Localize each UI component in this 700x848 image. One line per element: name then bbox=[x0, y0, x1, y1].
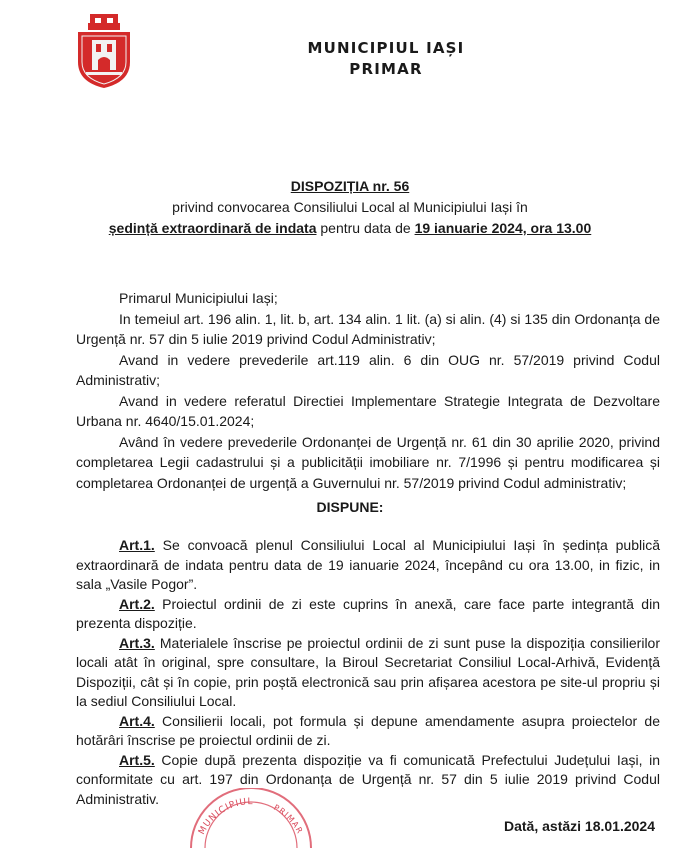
article-text: Consilierii locali, pot formula și depune amendamente asupra proiectelor de hotărâri înscrise pe proiectul ordinii de zi. bbox=[76, 712, 660, 748]
title-session-type: ședință extraordinară de indata bbox=[108, 220, 317, 236]
disposition-number: DISPOZIȚIA nr. 56 bbox=[290, 178, 410, 194]
article-label: Art.3. bbox=[119, 634, 155, 651]
title-session-date: 19 ianuarie 2024, ora 13.00 bbox=[414, 220, 592, 236]
dispune-heading: DISPUNE: bbox=[316, 499, 384, 515]
preamble-paragraph: Avand in vedere prevederile art.119 alin. 6 din OUG nr. 57/2019 privind Codul Administrativ; bbox=[76, 351, 660, 388]
title-session-connector: pentru data de bbox=[316, 220, 415, 236]
svg-text:PRIMAR: PRIMAR bbox=[272, 802, 305, 836]
preamble bbox=[76, 288, 660, 493]
article-4 bbox=[76, 712, 660, 751]
date-line: Dată, astăzi 18.01.2024 bbox=[504, 818, 655, 834]
article-label: Art.5. bbox=[119, 751, 155, 768]
preamble-paragraph: In temeiul art. 196 alin. 1, lit. b, art. 134 alin. 1 lit. (a) si alin. (4) si 135 din Ordonanța de Urgență nr. 57 din 5 iulie 2019 privind Codul Administrativ; bbox=[76, 310, 660, 347]
article-5 bbox=[76, 751, 660, 810]
article-text: Se convoacă plenul Consiliului Local al Municipiului Iași în ședința publică extraordinară de indata pentru data de 19 ianuarie 2024, începând cu ora 13.00, in fizic, in sala „Vasile Pogor”. bbox=[76, 537, 660, 592]
preamble-paragraph: Avand in vedere referatul Directiei Implementare Strategie Integrata de Dezvoltare Urbana nr. 4640/15.01.2024; bbox=[76, 392, 660, 429]
article-1 bbox=[76, 536, 660, 595]
document-title bbox=[0, 176, 700, 239]
article-label: Art.2. bbox=[119, 595, 155, 612]
article-text: Copie după prezenta dispoziție va fi comunicată Prefectului Județului Iași, in conformitate cu art. 197 din Ordonanța de Urgență nr. 57 din 5 iulie 2019 privind Codul Administrativ. bbox=[76, 751, 660, 807]
title-subject: privind convocarea Consiliului Local al Municipiului Iași în bbox=[172, 199, 528, 215]
article-3 bbox=[76, 634, 660, 712]
article-text: Materialele înscrise pe proiectul ordinii de zi sunt puse la dispoziția consilierilor locali atât în original, spre consultare, la Biroul Secretariat Consiliul Local-Arhivă, Evidență Dispoziții, cât și în copie, prin poștă electronică sau prin afișarea acestora pe site-ul propriu și la sediul Consiliului Local. bbox=[76, 634, 660, 709]
institution-header bbox=[236, 38, 536, 80]
svg-text:MUNICIPIUL: MUNICIPIUL bbox=[197, 797, 254, 837]
header-municipality: MUNICIPIUL IAȘI bbox=[307, 39, 465, 57]
preamble-paragraph: Primarul Municipiului Iași; bbox=[119, 290, 278, 306]
preamble-paragraph: Având în vedere prevederile Ordonanței de Urgență nr. 61 din 30 aprilie 2020, privind completarea Legii cadastrului și a publicității imobiliare nr. 7/1996 și pentru modificarea și completarea Ordonanței de urgență a Guvernului nr. 57/2019 privind Codul administrativ; bbox=[76, 433, 660, 491]
iasi-coat-of-arms-icon bbox=[76, 14, 132, 88]
articles-list bbox=[76, 536, 660, 809]
official-stamp bbox=[186, 788, 316, 848]
article-text: Proiectul ordinii de zi este cuprins în anexă, care face parte integrantă din prezenta dispoziție. bbox=[76, 595, 660, 631]
title-session bbox=[0, 218, 700, 239]
article-label: Art.1. bbox=[119, 537, 155, 553]
article-label: Art.4. bbox=[119, 712, 155, 729]
header-mayor: PRIMAR bbox=[349, 60, 423, 78]
article-2 bbox=[76, 595, 660, 634]
